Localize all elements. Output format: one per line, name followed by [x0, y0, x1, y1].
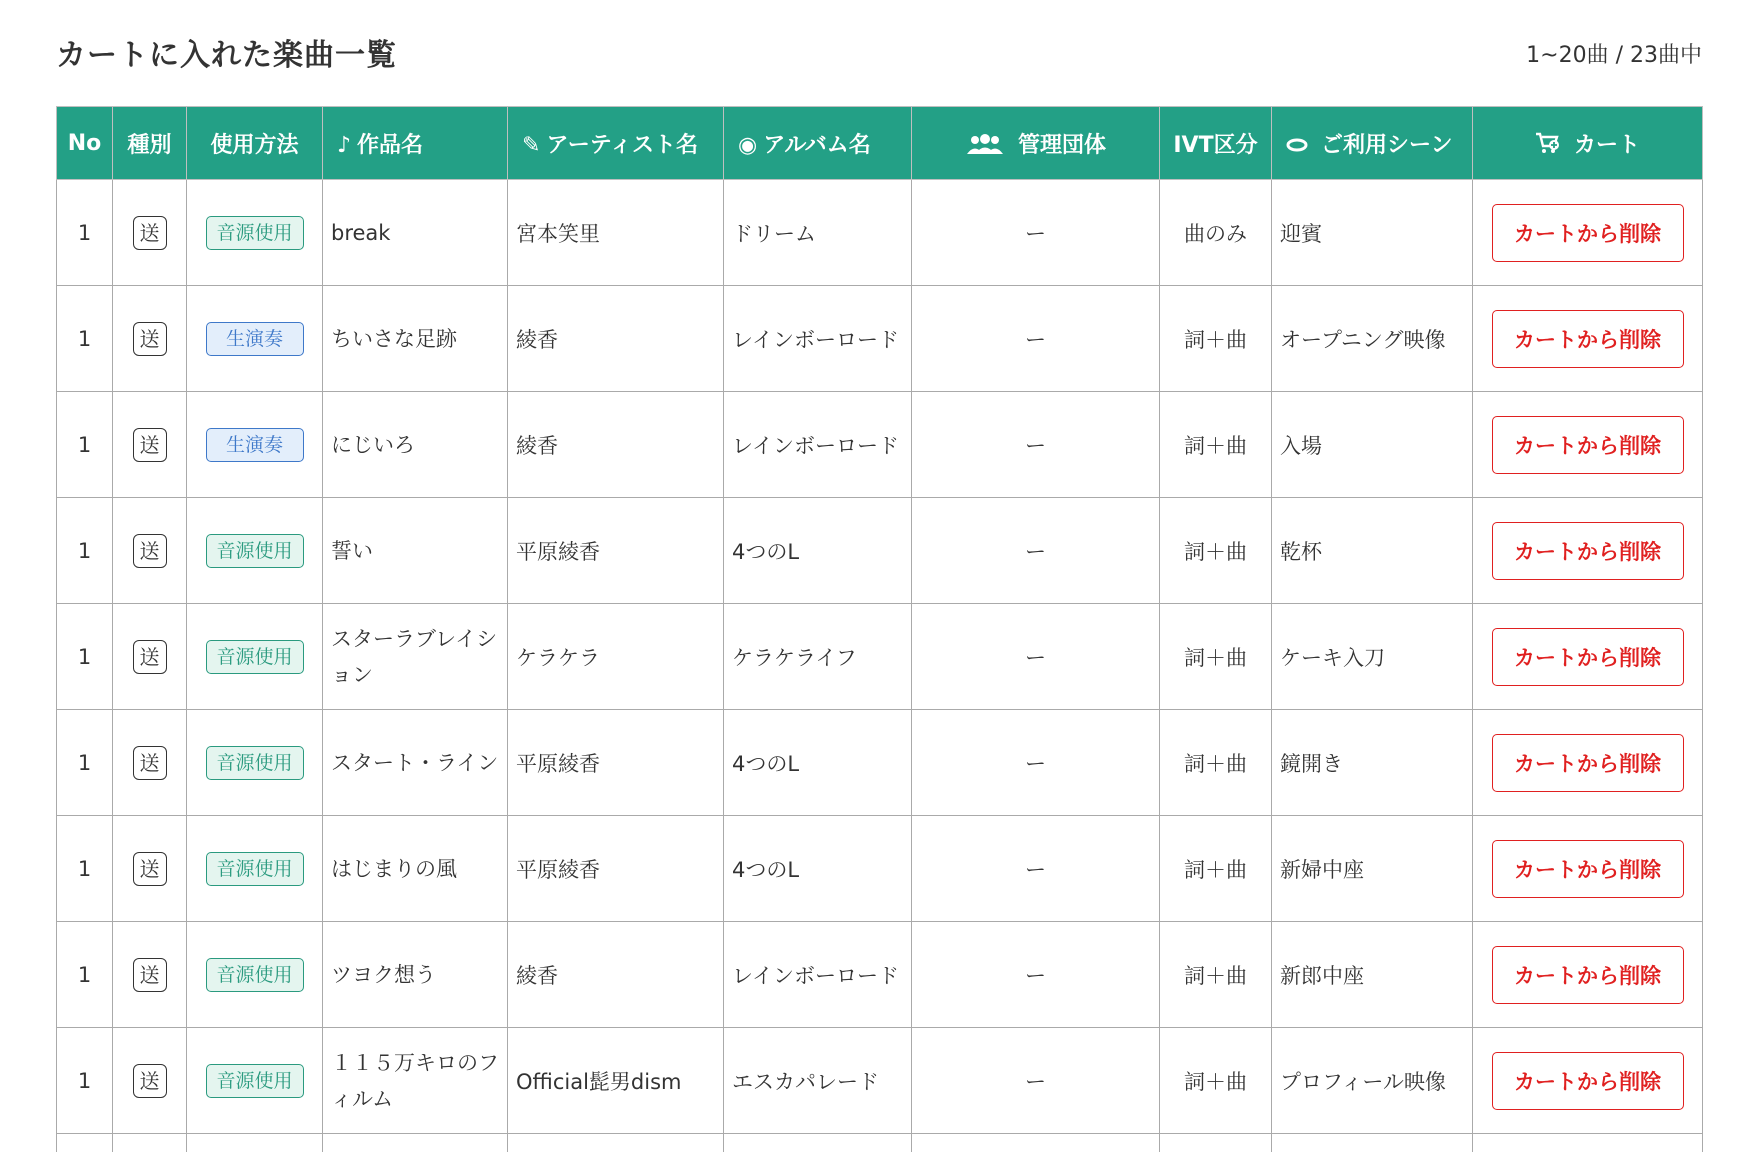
col-header-cart: カート [1473, 107, 1703, 180]
table-header-row [57, 107, 1703, 180]
artist-name: 平原綾香 [516, 857, 600, 882]
work-title: にじいろ [331, 432, 415, 457]
cell-artist [508, 604, 724, 710]
cell-cart [1473, 604, 1703, 710]
cell-artist [508, 180, 724, 286]
col-header-usage: 使用方法 [187, 107, 323, 180]
cell-artist [508, 286, 724, 392]
kind-badge: 送 [133, 428, 167, 462]
cell-cart [1473, 710, 1703, 816]
cell-no [57, 498, 113, 604]
remove-from-cart-button[interactable]: カートから削除 [1492, 840, 1684, 898]
cell-org [912, 286, 1160, 392]
cell-usage [187, 180, 323, 286]
disc-icon: ◉ [738, 132, 758, 158]
cell-album [724, 604, 912, 710]
ivt-value: 詞＋曲 [1184, 645, 1247, 670]
row-number: 1 [77, 1068, 92, 1093]
cell-work [323, 498, 508, 604]
usage-badge: 生演奏 [206, 322, 304, 356]
cell-ivt [1160, 816, 1272, 922]
cell-org [912, 816, 1160, 922]
cell-artist [508, 498, 724, 604]
table-row [57, 392, 1703, 498]
cell-work [323, 180, 508, 286]
cell-no [57, 922, 113, 1028]
cell-usage [187, 710, 323, 816]
cell-org [912, 498, 1160, 604]
artist-name: Official髭男dism [516, 1069, 682, 1094]
table-row [57, 498, 1703, 604]
cell-cart [1473, 286, 1703, 392]
cell-kind [113, 286, 187, 392]
remove-from-cart-button[interactable]: カートから削除 [1492, 310, 1684, 368]
kind-badge: 送 [133, 216, 167, 250]
col-header-album: ◉ アルバム名 [724, 107, 912, 180]
cell-usage [187, 286, 323, 392]
work-title: break [331, 220, 391, 245]
cell-usage [187, 922, 323, 1028]
cell-no [57, 392, 113, 498]
col-header-org: 管理団体 [912, 107, 1160, 180]
cell-usage [187, 1028, 323, 1134]
table-row [57, 710, 1703, 816]
cart-table [56, 106, 1703, 1152]
kind-badge: 送 [133, 322, 167, 356]
ivt-value: 曲のみ [1184, 221, 1247, 246]
usage-badge: 音源使用 [206, 958, 304, 992]
usage-badge: 音源使用 [206, 534, 304, 568]
usage-badge: 音源使用 [206, 852, 304, 886]
org-value: ー [1025, 645, 1046, 670]
scene-value: 新婦中座 [1280, 857, 1364, 882]
album-name: 4つのL [732, 539, 800, 564]
cell-album [724, 1134, 912, 1152]
cell-album [724, 710, 912, 816]
work-title: はじまりの風 [331, 856, 457, 881]
cell-org [912, 392, 1160, 498]
work-title: スターラブレイション [331, 626, 498, 687]
cell-work [323, 816, 508, 922]
cart-add-icon [1535, 133, 1568, 158]
org-value: ー [1025, 539, 1046, 564]
col-header-ivt: IVT区分 [1160, 107, 1272, 180]
cell-scene [1272, 286, 1473, 392]
cell-ivt [1160, 286, 1272, 392]
row-number: 1 [77, 750, 92, 775]
cell-usage [187, 1134, 323, 1152]
cell-org [912, 180, 1160, 286]
artist-name: 宮本笑里 [516, 221, 600, 246]
cell-scene [1272, 1134, 1473, 1152]
album-name: 4つのL [732, 857, 800, 882]
org-value: ー [1025, 433, 1046, 458]
cell-album [724, 392, 912, 498]
cell-kind [113, 1028, 187, 1134]
cell-no [57, 180, 113, 286]
artist-name: 綾香 [516, 433, 558, 458]
ivt-value: 詞＋曲 [1184, 857, 1247, 882]
work-title: １１５万キロのフィルム [331, 1050, 499, 1111]
org-value: ー [1025, 751, 1046, 776]
artist-name: 綾香 [516, 327, 558, 352]
cell-org [912, 1134, 1160, 1152]
scene-value: 鏡開き [1280, 751, 1343, 776]
cell-work [323, 1134, 508, 1152]
usage-badge: 音源使用 [206, 746, 304, 780]
table-row [57, 816, 1703, 922]
cell-work [323, 604, 508, 710]
music-note-icon: ♪ [337, 132, 352, 158]
kind-badge: 送 [133, 1064, 167, 1098]
row-number: 1 [77, 644, 92, 669]
table-row [57, 180, 1703, 286]
cell-kind [113, 816, 187, 922]
cell-cart [1473, 180, 1703, 286]
org-value: ー [1025, 857, 1046, 882]
remove-from-cart-button[interactable]: カートから削除 [1492, 1052, 1684, 1110]
scene-value: オープニング映像 [1280, 327, 1446, 352]
remove-from-cart-button[interactable]: カートから削除 [1492, 416, 1684, 474]
cell-scene [1272, 710, 1473, 816]
ivt-value: 詞＋曲 [1184, 327, 1247, 352]
artist-name: 綾香 [516, 963, 558, 988]
cell-kind [113, 710, 187, 816]
remove-from-cart-button[interactable]: カートから削除 [1492, 734, 1684, 792]
table-row [57, 1134, 1703, 1152]
work-title: スタート・ライン [331, 750, 499, 775]
cell-kind [113, 498, 187, 604]
cell-cart [1473, 498, 1703, 604]
org-value: ー [1025, 1069, 1046, 1094]
row-number: 1 [77, 220, 92, 245]
org-value: ー [1025, 963, 1046, 988]
row-number: 1 [77, 962, 92, 987]
cell-usage [187, 604, 323, 710]
usage-badge: 音源使用 [206, 640, 304, 674]
cell-artist [508, 1134, 724, 1152]
remove-from-cart-button[interactable]: カートから削除 [1492, 522, 1684, 580]
cell-ivt [1160, 180, 1272, 286]
cell-scene [1272, 498, 1473, 604]
cell-no [57, 604, 113, 710]
remove-from-cart-button[interactable]: カートから削除 [1492, 204, 1684, 262]
kind-badge: 送 [133, 958, 167, 992]
artist-name: ケラケラ [516, 645, 600, 670]
col-header-no: No [57, 107, 113, 180]
table-row [57, 286, 1703, 392]
cell-usage [187, 498, 323, 604]
col-header-kind: 種別 [113, 107, 187, 180]
ring-icon [1286, 133, 1315, 158]
cell-ivt [1160, 1134, 1272, 1152]
cell-work [323, 922, 508, 1028]
cell-artist [508, 1028, 724, 1134]
cell-cart [1473, 816, 1703, 922]
result-count: 1~20曲 / 23曲中 [1526, 43, 1702, 68]
cell-scene [1272, 922, 1473, 1028]
cell-ivt [1160, 922, 1272, 1028]
cell-cart [1473, 1134, 1703, 1152]
cell-artist [508, 816, 724, 922]
scene-value: ケーキ入刀 [1280, 645, 1385, 670]
cell-ivt [1160, 604, 1272, 710]
cell-work [323, 392, 508, 498]
scene-value: 入場 [1280, 433, 1322, 458]
cell-album [724, 498, 912, 604]
cell-artist [508, 392, 724, 498]
kind-badge: 送 [133, 640, 167, 674]
cell-no [57, 1028, 113, 1134]
col-header-artist: ✎ アーティスト名 [508, 107, 724, 180]
usage-badge: 音源使用 [206, 216, 304, 250]
cell-cart [1473, 922, 1703, 1028]
artist-name: 平原綾香 [516, 751, 600, 776]
ivt-value: 詞＋曲 [1184, 963, 1247, 988]
cell-work [323, 1028, 508, 1134]
album-name: ドリーム [732, 221, 816, 246]
cell-scene [1272, 180, 1473, 286]
cell-work [323, 286, 508, 392]
cell-album [724, 180, 912, 286]
ivt-value: 詞＋曲 [1184, 433, 1247, 458]
cell-album [724, 816, 912, 922]
row-number: 1 [77, 538, 92, 563]
cell-album [724, 922, 912, 1028]
cell-no [57, 286, 113, 392]
album-name: エスカパレード [732, 1069, 879, 1094]
kind-badge: 送 [133, 534, 167, 568]
cell-scene [1272, 1028, 1473, 1134]
scene-value: 乾杯 [1280, 539, 1322, 564]
cell-artist [508, 710, 724, 816]
cell-album [724, 286, 912, 392]
cell-work [323, 710, 508, 816]
pen-icon: ✎ [522, 132, 541, 158]
ivt-value: 詞＋曲 [1184, 751, 1247, 776]
cell-no [57, 710, 113, 816]
row-number: 1 [77, 326, 92, 351]
org-value: ー [1025, 327, 1046, 352]
work-title: 誓い [331, 538, 373, 563]
cell-scene [1272, 816, 1473, 922]
remove-from-cart-button[interactable]: カートから削除 [1492, 628, 1684, 686]
group-icon [965, 133, 1012, 158]
cell-ivt [1160, 710, 1272, 816]
cell-cart [1473, 392, 1703, 498]
kind-badge: 送 [133, 852, 167, 886]
cell-org [912, 604, 1160, 710]
ivt-value: 詞＋曲 [1184, 539, 1247, 564]
scene-value: 新郎中座 [1280, 963, 1364, 988]
album-name: レインボーロード [732, 327, 899, 352]
album-name: ケラケライフ [732, 645, 857, 670]
kind-badge: 送 [133, 746, 167, 780]
cell-scene [1272, 604, 1473, 710]
cell-kind [113, 180, 187, 286]
cell-kind [113, 1134, 187, 1152]
cell-album [724, 1028, 912, 1134]
usage-badge: 生演奏 [206, 428, 304, 462]
col-header-scene: ご利用シーン [1272, 107, 1473, 180]
album-name: レインボーロード [732, 963, 899, 988]
cell-org [912, 1028, 1160, 1134]
work-title: ちいさな足跡 [331, 326, 457, 351]
usage-badge: 音源使用 [206, 1064, 304, 1098]
ivt-value: 詞＋曲 [1184, 1069, 1247, 1094]
cell-kind [113, 922, 187, 1028]
org-value: ー [1025, 221, 1046, 246]
table-row [57, 1028, 1703, 1134]
row-number: 1 [77, 432, 92, 457]
cell-usage [187, 816, 323, 922]
cell-kind [113, 604, 187, 710]
cell-cart [1473, 1028, 1703, 1134]
table-row [57, 604, 1703, 710]
album-name: レインボーロード [732, 433, 899, 458]
table-row [57, 922, 1703, 1028]
page-title: カートに入れた楽曲一覧 [56, 38, 397, 73]
cell-ivt [1160, 498, 1272, 604]
row-number: 1 [77, 856, 92, 881]
cell-org [912, 922, 1160, 1028]
work-title: ツヨク想う [331, 962, 436, 987]
cell-org [912, 710, 1160, 816]
col-header-work: ♪ 作品名 [323, 107, 508, 180]
scene-value: プロフィール映像 [1280, 1069, 1446, 1094]
cell-artist [508, 922, 724, 1028]
remove-from-cart-button[interactable]: カートから削除 [1492, 946, 1684, 1004]
cell-ivt [1160, 1028, 1272, 1134]
cell-scene [1272, 392, 1473, 498]
cell-no [57, 1134, 113, 1152]
cell-usage [187, 392, 323, 498]
scene-value: 迎賓 [1280, 221, 1322, 246]
album-name: 4つのL [732, 751, 800, 776]
cell-no [57, 816, 113, 922]
cell-kind [113, 392, 187, 498]
artist-name: 平原綾香 [516, 539, 600, 564]
cell-ivt [1160, 392, 1272, 498]
